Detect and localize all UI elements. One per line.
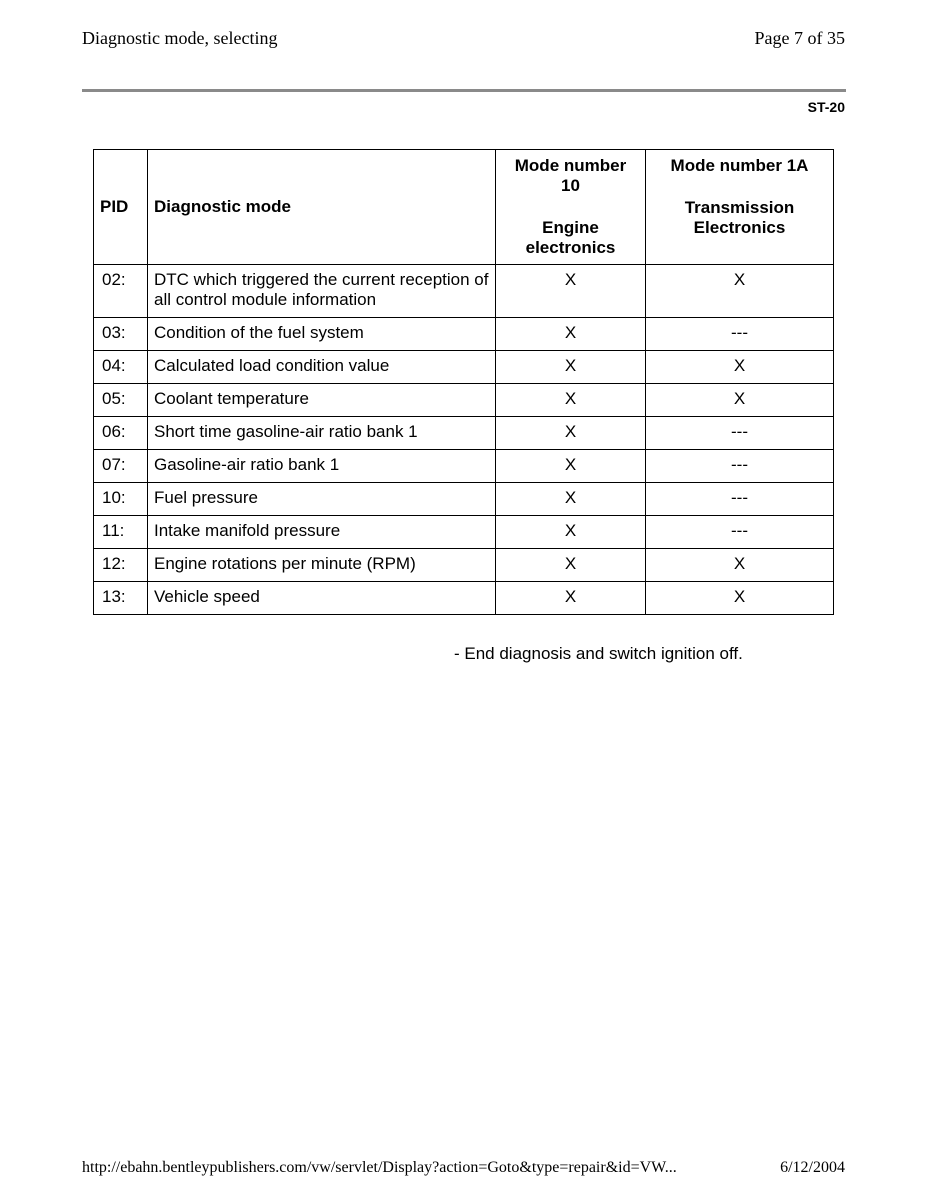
table-row (94, 318, 834, 351)
mode-1a-cell: --- (646, 318, 834, 351)
pid-cell: 11: (94, 516, 148, 549)
description-cell: Condition of the fuel system (148, 318, 496, 351)
pid-column-header: PID (94, 150, 148, 265)
page-title: Diagnostic mode, selecting (82, 28, 278, 48)
pid-cell: 13: (94, 582, 148, 615)
mode-1a-cell: X (646, 351, 834, 384)
description-cell: Intake manifold pressure (148, 516, 496, 549)
mode-10-cell: X (496, 582, 646, 615)
table-row (94, 417, 834, 450)
header-divider (82, 89, 846, 92)
page-number: Page 7 of 35 (754, 28, 845, 48)
mode-1a-cell: X (646, 582, 834, 615)
description-cell: Calculated load condition value (148, 351, 496, 384)
mode-1a-cell: --- (646, 516, 834, 549)
mode-1a-column-header (646, 150, 834, 265)
description-cell: Short time gasoline-air ratio bank 1 (148, 417, 496, 450)
mode-1a-cell: X (646, 265, 834, 318)
table-row (94, 384, 834, 417)
footer-url: http://ebahn.bentleypublishers.com/vw/servlet/Display?action=Goto&type=repair&id=VW... (82, 1159, 677, 1176)
diagnostic-mode-column-header: Diagnostic mode (148, 150, 496, 265)
description-cell: DTC which triggered the current reception of all control module information (148, 265, 496, 318)
mode-10-column-header (496, 150, 646, 265)
mode-1a-header-subtitle: Transmission (684, 198, 795, 217)
pid-cell: 05: (94, 384, 148, 417)
pid-cell: 02: (94, 265, 148, 318)
description-cell: Vehicle speed (148, 582, 496, 615)
mode-10-header-subtitle-2: electronics (525, 238, 616, 257)
mode-1a-cell: --- (646, 417, 834, 450)
table-row (94, 450, 834, 483)
mode-10-cell: X (496, 417, 646, 450)
mode-10-cell: X (496, 384, 646, 417)
pid-cell: 12: (94, 549, 148, 582)
pid-cell: 07: (94, 450, 148, 483)
table-row (94, 582, 834, 615)
table-row (94, 483, 834, 516)
table-row (94, 351, 834, 384)
mode-10-header-subtitle: Engine (542, 218, 599, 237)
mode-1a-header-line: Mode number 1A (670, 156, 809, 175)
instruction-step: - End diagnosis and switch ignition off. (454, 644, 743, 663)
pid-cell: 10: (94, 483, 148, 516)
mode-1a-cell: X (646, 549, 834, 582)
pid-cell: 04: (94, 351, 148, 384)
table-body (94, 265, 834, 615)
mode-1a-cell: --- (646, 450, 834, 483)
description-cell: Engine rotations per minute (RPM) (148, 549, 496, 582)
mode-10-cell: X (496, 265, 646, 318)
pid-cell: 06: (94, 417, 148, 450)
mode-10-cell: X (496, 351, 646, 384)
table-row (94, 265, 834, 318)
mode-1a-cell: X (646, 384, 834, 417)
mode-10-cell: X (496, 549, 646, 582)
description-cell: Fuel pressure (148, 483, 496, 516)
mode-10-header-line: Mode number (514, 156, 627, 175)
diagnostic-mode-table (93, 149, 834, 615)
mode-10-cell: X (496, 450, 646, 483)
description-cell: Gasoline-air ratio bank 1 (148, 450, 496, 483)
description-cell: Coolant temperature (148, 384, 496, 417)
mode-1a-cell: --- (646, 483, 834, 516)
footer-date: 6/12/2004 (780, 1159, 845, 1176)
table-row (94, 516, 834, 549)
pid-cell: 03: (94, 318, 148, 351)
mode-10-cell: X (496, 483, 646, 516)
section-code: ST-20 (807, 99, 845, 115)
table-header-row (94, 150, 834, 265)
mode-10-header-number: 10 (561, 176, 580, 195)
mode-1a-header-subtitle-2: Electronics (693, 218, 786, 237)
table-row (94, 549, 834, 582)
mode-10-cell: X (496, 516, 646, 549)
mode-10-cell: X (496, 318, 646, 351)
